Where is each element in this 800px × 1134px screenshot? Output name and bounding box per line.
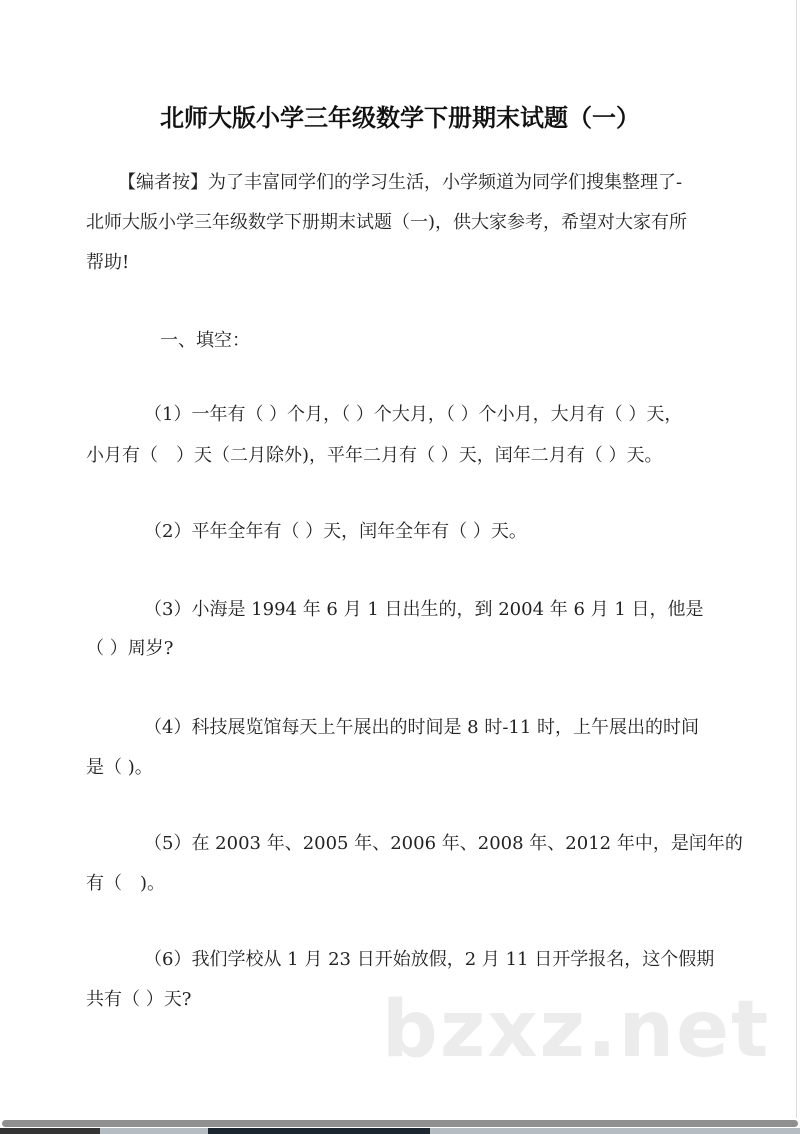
- question-line: （6）我们学校从 1 月 23 日开始放假，2 月 11 日开学报名，这个假期: [144, 949, 715, 970]
- watermark: bzxz.net: [382, 985, 771, 1075]
- taskbar: [0, 1128, 800, 1134]
- section-heading: 一、填空：: [160, 330, 250, 351]
- question-line: （ ）周岁?: [86, 638, 174, 659]
- intro-line: 帮助!: [86, 252, 130, 273]
- question-line: 共有（ ）天?: [86, 989, 192, 1010]
- question-line: （1）一年有（ ）个月，（ ）个大月，（ ）个小月，大月有（ ）天，: [144, 404, 683, 425]
- question-line: 有（ )。: [86, 873, 166, 894]
- question-line: 是（ )。: [86, 757, 153, 778]
- question-line: （3）小海是 1994 年 6 月 1 日出生的，到 2004 年 6 月 1 日，他是: [144, 599, 704, 620]
- question-line: 小月有（ ）天（二月除外)，平年二月有（ ）天，闰年二月有（ ）天。: [86, 445, 663, 466]
- question-line: （5）在 2003 年、2005 年、2006 年、2008 年、2012 年中，是闰年的: [144, 833, 743, 854]
- taskbar-item[interactable]: [0, 1128, 100, 1134]
- intro-line: 【编者按】为了丰富同学们的学习生活，小学频道为同学们搜集整理了-: [118, 172, 683, 193]
- intro-line: 北师大版小学三年级数学下册期末试题（一)，供大家参考，希望对大家有所: [86, 212, 688, 233]
- question-line: （2）平年全年有（ ）天，闰年全年有（ ）天。: [144, 521, 527, 542]
- question-line: （4）科技展览馆每天上午展出的时间是 8 时-11 时，上午展出的时间: [144, 717, 700, 738]
- document-title: 北师大版小学三年级数学下册期末试题（一）: [160, 104, 640, 132]
- horizontal-scrollbar[interactable]: [2, 1120, 798, 1127]
- taskbar-item[interactable]: [208, 1128, 430, 1134]
